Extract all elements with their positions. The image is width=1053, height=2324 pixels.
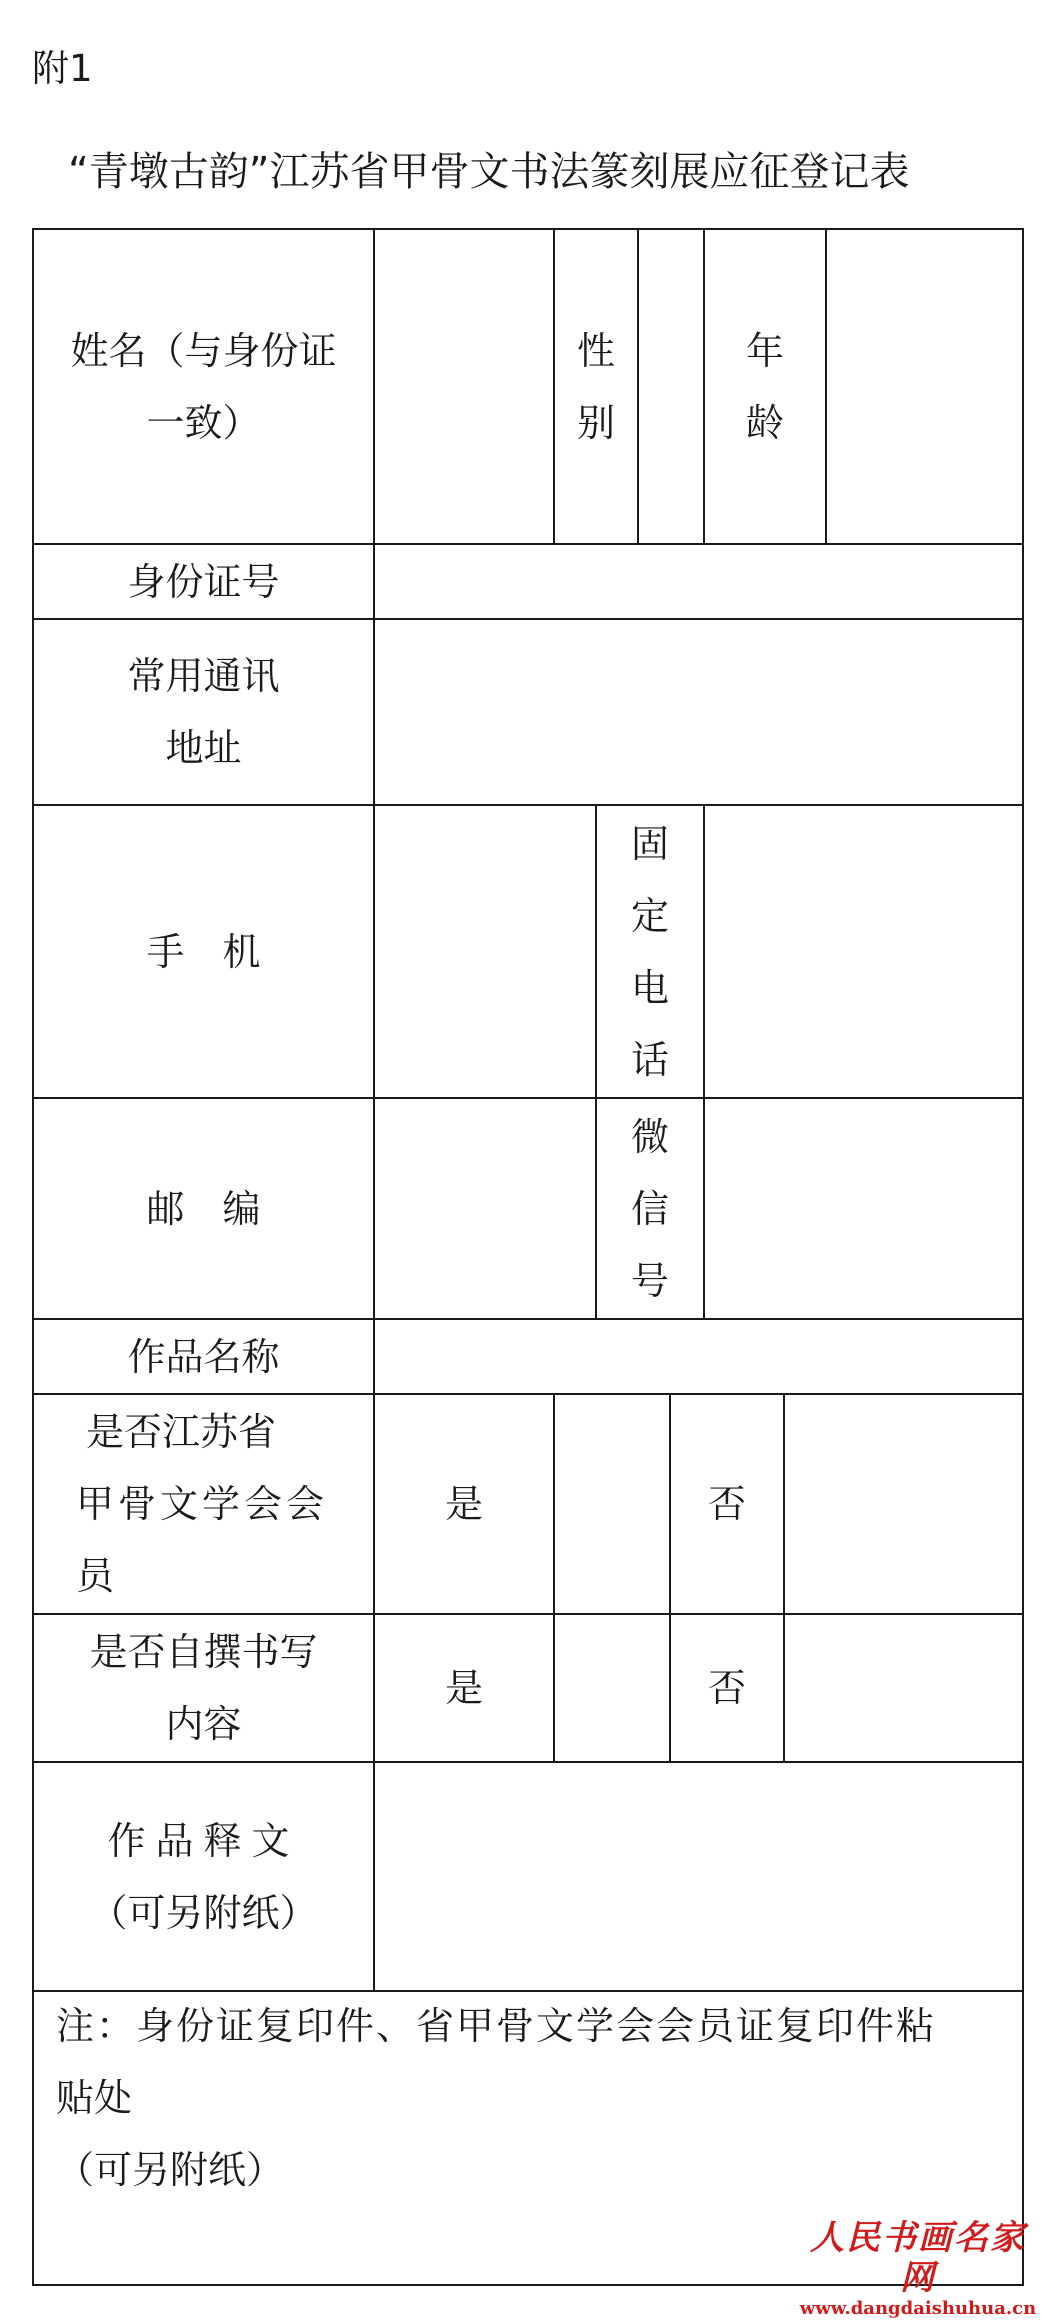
postcode-field[interactable] <box>375 1099 595 1318</box>
note-line: （可另附纸） <box>56 2148 285 2192</box>
interpretation-label-line: （可另附纸） <box>89 1890 318 1935</box>
self-written-label-line: 是否自撰书写 <box>89 1630 318 1674</box>
self-written-no-checkbox[interactable] <box>785 1615 1022 1761</box>
postcode-label: 邮 编 <box>146 1186 261 1231</box>
member-label-line: 是否江苏省 <box>86 1410 277 1454</box>
landline-label-char: 电 <box>630 965 669 1010</box>
mobile-field[interactable] <box>375 806 595 1097</box>
self-written-label <box>34 1615 373 1761</box>
member-label-line: 员 <box>76 1554 115 1598</box>
age-field[interactable] <box>827 230 1022 543</box>
registration-form-table <box>32 228 1024 2286</box>
self-written-label-line: 内容 <box>165 1702 242 1746</box>
note-line: 注：身份证复印件、省甲骨文学会会员证复印件粘 <box>56 2004 937 2048</box>
site-watermark <box>793 2218 1043 2320</box>
self-written-yes-label: 是 <box>444 1666 483 1710</box>
landline-label-char: 话 <box>630 1037 669 1082</box>
form-title: “青墩古韵”江苏省甲骨文书法篆刻展应征登记表 <box>68 149 910 195</box>
member-label-line: 甲骨文学会会 <box>76 1482 329 1526</box>
interpretation-field[interactable] <box>375 1763 1022 1990</box>
name-field[interactable] <box>375 230 553 543</box>
name-label-line: 姓名（与身份证 <box>70 328 337 373</box>
address-field[interactable] <box>375 620 1022 804</box>
gender-label-line: 性 <box>576 328 615 373</box>
landline-label-char: 固 <box>630 821 669 866</box>
landline-field[interactable] <box>705 806 1022 1097</box>
attachment-label: 附1 <box>32 47 93 90</box>
address-label-line: 地址 <box>165 726 242 770</box>
note-line: 贴处 <box>56 2076 133 2120</box>
landline-label <box>597 806 703 1097</box>
landline-label-char: 定 <box>630 893 669 938</box>
wechat-field[interactable] <box>705 1099 1022 1318</box>
wechat-label-char: 微 <box>630 1114 669 1159</box>
interpretation-label-line: 作品释文 <box>107 1818 300 1863</box>
name-label <box>34 230 373 543</box>
work-title-field[interactable] <box>375 1320 1022 1393</box>
work-title-label: 作品名称 <box>127 1334 280 1379</box>
watermark-url: www.dangdaishuhua.cn <box>799 2298 1037 2319</box>
name-label-line: 一致） <box>146 400 261 445</box>
mobile-label: 手 机 <box>146 929 261 974</box>
address-label-line: 常用通讯 <box>127 654 280 698</box>
self-written-yes-checkbox[interactable] <box>555 1615 669 1761</box>
member-yes-label: 是 <box>444 1482 483 1526</box>
wechat-label-char: 号 <box>630 1258 669 1303</box>
id-number-label: 身份证号 <box>127 559 280 604</box>
age-label-line: 年 <box>745 328 784 373</box>
member-yes-checkbox[interactable] <box>555 1395 669 1613</box>
age-label <box>705 230 825 543</box>
watermark-name: 人民书画名家网 <box>810 2218 1026 2298</box>
member-no-checkbox[interactable] <box>785 1395 1022 1613</box>
gender-field[interactable] <box>639 230 703 543</box>
attachment-note <box>56 1990 1006 2206</box>
id-number-field[interactable] <box>375 545 1022 618</box>
wechat-label <box>597 1099 703 1318</box>
address-label <box>34 620 373 804</box>
wechat-label-char: 信 <box>630 1186 669 1231</box>
age-label-line: 龄 <box>745 400 784 445</box>
gender-label-line: 别 <box>576 400 615 445</box>
self-written-no-label: 否 <box>707 1666 746 1710</box>
member-label <box>34 1395 373 1613</box>
member-no-label: 否 <box>707 1482 746 1526</box>
gender-label <box>555 230 637 543</box>
interpretation-label <box>34 1763 373 1990</box>
